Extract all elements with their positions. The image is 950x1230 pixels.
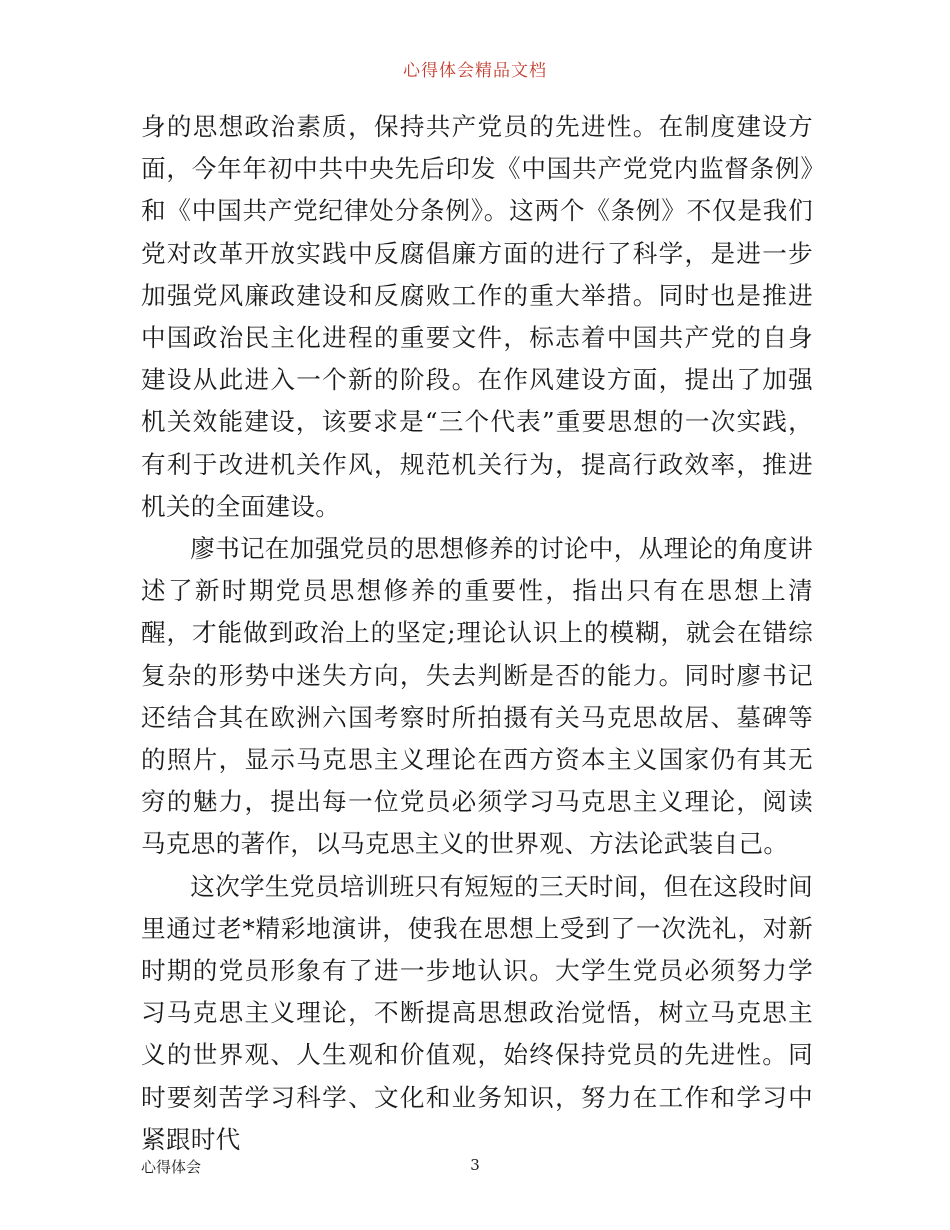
page-header-title: 心得体会精品文档 — [403, 61, 547, 81]
paragraph: 这次学生党员培训班只有短短的三天时间，但在这段时间里通过老*精彩地演讲，使我在思想上受到了一次洗礼，对新时期的党员形象有了进一步地认识。大学生党员必须努力学习马克思主义理论，不断提高思想政治觉悟，树立马克思主义的世界观、人生观和价值观，始终保持党员的先进性。同时要刻苦学习科学、文化和业务知识，努力在工作和学习中紧跟时代 — [141, 871, 813, 1154]
footer-label: 心得体会 — [141, 1158, 202, 1176]
paragraph-continued: 身的思想政治素质，保持共产党员的先进性。在制度建设方面，今年年初中共中央先后印发《中国共产党党内监督条例》和《中国共产党纪律处分条例》。这两个《条例》不仅是我们党对改革开放实践中反腐倡廉方面的进行了科学，是进一步加强党风廉政建设和反腐败工作的重大举措。同时也是推进中国政治民主化进程的重要文件，标志着中国共产党的自身建设从此进入一个新的阶段。在作风建设方面，提出了加强机关效能建设，该要求是“三个代表”重要思想的一次实践，有利于改进机关作风，规范机关行为，提高行政效率，推进机关的全面建设。 — [141, 112, 813, 521]
page-number: 3 — [470, 1156, 480, 1174]
paragraph: 廖书记在加强党员的思想修养的讨论中，从理论的角度讲述了新时期党员思想修养的重要性，指出只有在思想上清醒，才能做到政治上的坚定;理论认识上的模糊，就会在错综复杂的形势中迷失方向，失去判断是否的能力。同时廖书记还结合其在欧洲六国考察时所拍摄有关马克思故居、墓碑等的照片，显示马克思主义理论在西方资本主义国家仍有其无穷的魅力，提出每一位党员必须学习马克思主义理论，阅读马克思的著作，以马克思主义的世界观、方法论武装自己。 — [141, 534, 813, 859]
document-body — [141, 106, 813, 1161]
